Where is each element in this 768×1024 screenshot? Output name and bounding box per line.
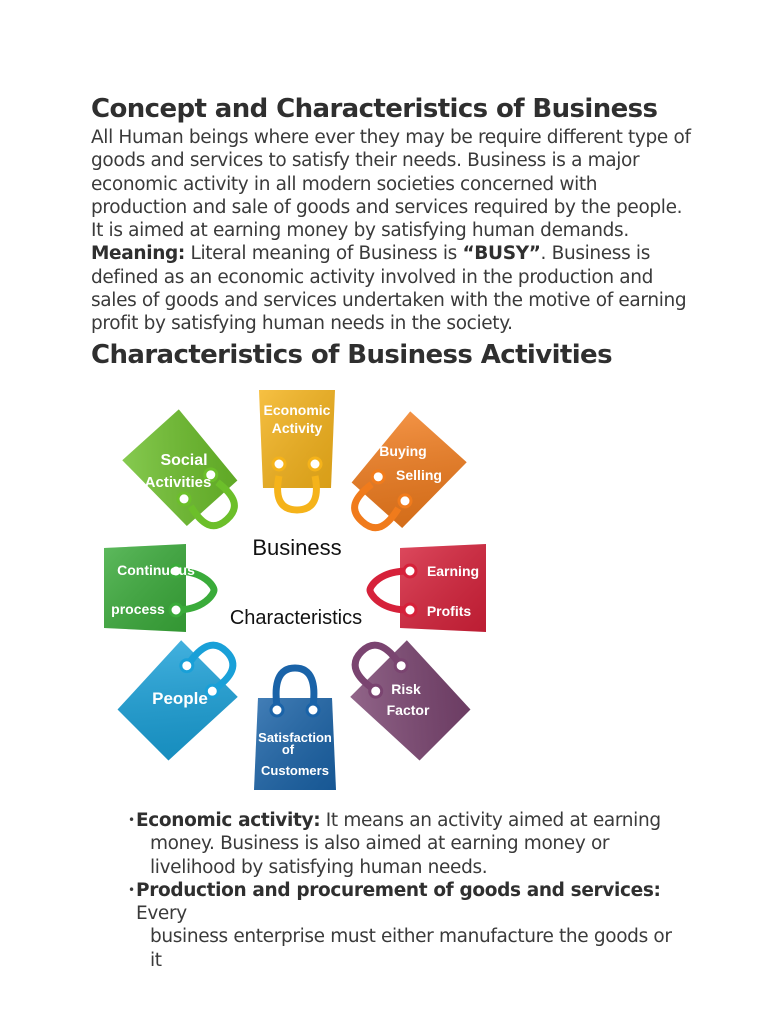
- bag-continuous-line1: Continuous: [117, 562, 195, 578]
- bullet-first-line: Every: [136, 903, 187, 925]
- bullet-list: [128, 809, 688, 972]
- bullet-first-line: It means an activity aimed at earning: [320, 810, 661, 831]
- intro-paragraph: All Human beings where ever they may be require different type of goods and services to satisfy their needs. Business is a major economic activity in all modern societies concerned with production and sale of goods and services required by the people. It is aimed at earning money by satisfying human demands.: [91, 127, 691, 242]
- busy-emphasis: “BUSY”: [462, 243, 541, 265]
- bullet-item: [128, 879, 688, 972]
- bag-continuous-process: [104, 544, 214, 632]
- bag-earning-line2: Profits: [426, 603, 472, 619]
- bag-satisfaction-line3: Customers: [261, 763, 329, 778]
- bag-earning-profits: [370, 544, 486, 632]
- bag-buying-selling: [334, 411, 467, 547]
- bag-satisfaction-line2: of: [281, 742, 295, 757]
- bag-satisfaction-customers: [254, 668, 336, 790]
- page-title: Concept and Characteristics of Business: [91, 94, 658, 124]
- bag-buying-line1: Buying: [379, 443, 427, 459]
- section-title: Characteristics of Business Activities: [91, 339, 612, 370]
- document-page: [91, 92, 691, 372]
- bag-economic-line1: Economic: [263, 402, 331, 418]
- bag-earning-line1: Earning: [426, 563, 480, 579]
- bag-economic-line2: Activity: [271, 420, 323, 436]
- bullet-label: Economic activity:: [136, 810, 321, 831]
- bag-satisfaction-line1: Satisfaction: [258, 730, 332, 745]
- center-label-characteristics: Characteristics: [229, 607, 363, 629]
- bullet-rest: money. Business is also aimed at earning money or livelihood by satisfying human needs.: [150, 833, 610, 878]
- bag-social-line1: Social: [160, 452, 208, 469]
- bag-social-line2: Activities: [144, 474, 212, 491]
- bag-people-line1: People: [152, 689, 208, 708]
- center-label-business: Business: [252, 535, 342, 560]
- meaning-text-after: . Business is defined as an economic activity involved in the production and sales of goods and services undertaken with the motive of earning profit by satisfying human needs in the society.: [91, 243, 687, 335]
- meaning-label: Meaning:: [91, 243, 185, 265]
- diagram-svg: [100, 388, 492, 792]
- bullet-dot: •: [128, 882, 135, 897]
- bag-people: [115, 623, 255, 763]
- business-characteristics-diagram: [100, 388, 492, 792]
- bag-buying-line2: Selling: [396, 467, 442, 483]
- bag-risk-factor: [333, 623, 473, 763]
- bullet-rest: business enterprise must either manufacture the goods or it: [150, 926, 672, 971]
- meaning-text-before: Literal meaning of Business is: [184, 243, 463, 265]
- bullet-label: Production and procurement of goods and services:: [136, 879, 661, 901]
- bag-risk-line2: Factor: [386, 702, 430, 718]
- bullet-dot: •: [128, 813, 135, 827]
- meaning-paragraph: [91, 242, 691, 335]
- bag-social-activities: [122, 409, 255, 545]
- bag-risk-line1: Risk: [391, 681, 421, 697]
- bag-economic-activity: [259, 390, 335, 510]
- bullet-item: [128, 809, 688, 879]
- bag-continuous-line2: process: [111, 601, 165, 617]
